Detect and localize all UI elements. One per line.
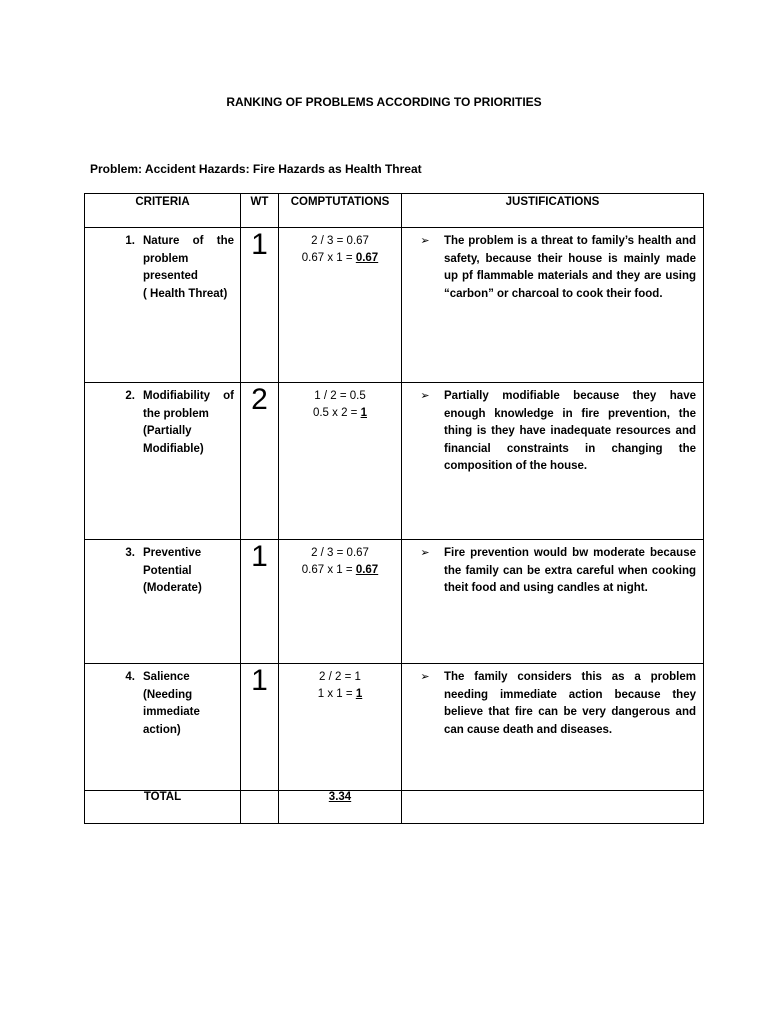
arrow-bullet-icon: ➢ xyxy=(420,547,430,559)
total-label: TOTAL xyxy=(85,791,241,824)
page-title: RANKING OF PROBLEMS ACCORDING TO PRIORITIES xyxy=(226,95,542,109)
criteria-cell xyxy=(85,540,241,664)
total-value: 3.34 xyxy=(328,791,352,803)
criteria-line: ( Health Threat) xyxy=(143,287,228,300)
computation-line: 1 / 2 = 0.5 xyxy=(314,390,366,402)
criteria-line: presented xyxy=(143,270,198,282)
criteria-line: (Needing xyxy=(143,688,193,701)
criteria-number: 2. xyxy=(125,390,135,402)
computation-result: 0.67 xyxy=(355,564,379,576)
ranking-table xyxy=(84,193,704,824)
justification-cell xyxy=(402,228,704,383)
justification-text: The problem is a threat to family’s health and safety, because their house is mainly made up pf flammable materials and they are using “carbon” or charcoal to cook their food. xyxy=(444,235,696,300)
computation-cell xyxy=(279,664,402,791)
computation-cell xyxy=(279,383,402,540)
justification-text: Partially modifiable because they have enough knowledge in fire prevention, the thing is they have inadequate resources and financial constraints in changing the composition of the house. xyxy=(444,390,696,472)
justification-text: The family considers this as a problem needing immediate action because they believe that fire can be very dangerous and can cause death and diseases. xyxy=(444,671,696,736)
total-wt-empty xyxy=(241,791,279,824)
weight-cell: 2 xyxy=(241,383,279,540)
computation-prefix: 0.67 x 1 = xyxy=(301,564,356,576)
justification-cell xyxy=(402,383,704,540)
table-row xyxy=(85,540,704,664)
computation-result: 0.67 xyxy=(355,252,379,264)
header-justifications: JUSTIFICATIONS xyxy=(402,194,704,228)
total-row xyxy=(85,791,704,824)
criteria-line: Modifiability of xyxy=(143,390,234,402)
arrow-bullet-icon: ➢ xyxy=(420,671,430,683)
justification-text: Fire prevention would bw moderate because the family can be extra careful when cooking theit food and using candles at night. xyxy=(444,547,696,594)
computation-prefix: 0.67 x 1 = xyxy=(301,252,356,264)
computation-cell xyxy=(279,228,402,383)
criteria-line: Potential xyxy=(143,564,192,577)
criteria-line: Modifiable) xyxy=(143,442,204,455)
justification-cell xyxy=(402,664,704,791)
weight-cell: 1 xyxy=(241,664,279,791)
justification-cell xyxy=(402,540,704,664)
table-header-row xyxy=(85,194,704,228)
criteria-cell xyxy=(85,228,241,383)
criteria-line: Preventive xyxy=(143,547,202,559)
computation-prefix: 0.5 x 2 = xyxy=(312,407,361,419)
criteria-number: 4. xyxy=(125,671,135,683)
arrow-bullet-icon: ➢ xyxy=(420,390,430,402)
criteria-line: (Partially xyxy=(143,425,192,437)
criteria-line: problem xyxy=(143,252,189,265)
criteria-cell xyxy=(85,664,241,791)
criteria-cell xyxy=(85,383,241,540)
header-wt: WT xyxy=(241,194,279,228)
computation-line: 2 / 3 = 0.67 xyxy=(311,547,369,559)
computation-cell xyxy=(279,540,402,664)
table-row xyxy=(85,664,704,791)
computation-result: 1 xyxy=(355,688,363,700)
table-row xyxy=(85,228,704,383)
arrow-bullet-icon: ➢ xyxy=(420,235,430,247)
header-computations: COMPTUTATIONS xyxy=(279,194,402,228)
header-criteria: CRITERIA xyxy=(85,194,241,228)
table-row xyxy=(85,383,704,540)
criteria-number: 3. xyxy=(125,547,135,559)
total-justification-empty xyxy=(402,791,704,824)
criteria-line: Salience xyxy=(143,671,190,683)
criteria-line: Nature of the xyxy=(143,235,234,247)
computation-result: 1 xyxy=(360,407,368,419)
computation-prefix: 1 x 1 = xyxy=(317,688,356,700)
total-value-cell xyxy=(279,791,402,824)
weight-cell: 1 xyxy=(241,540,279,664)
criteria-line: the problem xyxy=(143,407,209,420)
problem-statement: Problem: Accident Hazards: Fire Hazards as Health Threat xyxy=(90,162,422,176)
criteria-line: (Moderate) xyxy=(143,582,202,594)
computation-line: 2 / 2 = 1 xyxy=(319,671,361,683)
weight-cell: 1 xyxy=(241,228,279,383)
criteria-line: action) xyxy=(143,723,181,736)
criteria-line: immediate xyxy=(143,706,200,718)
criteria-number: 1. xyxy=(125,235,135,247)
computation-line: 2 / 3 = 0.67 xyxy=(311,235,369,247)
